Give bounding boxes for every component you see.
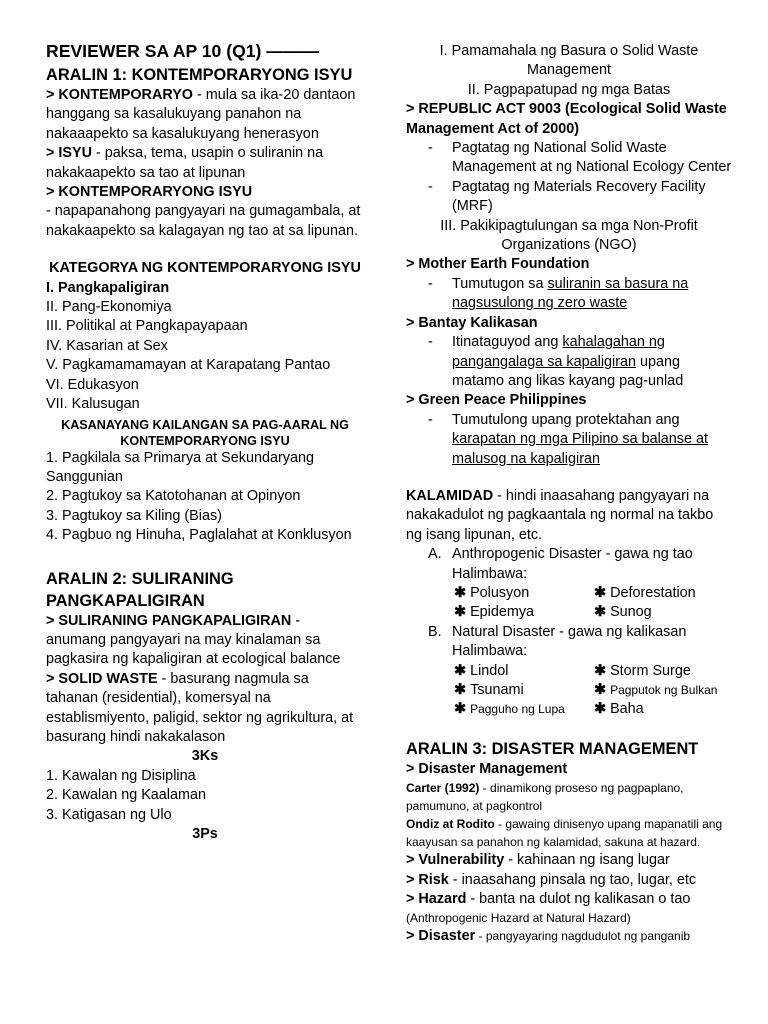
example-item: ✱ Baha — [594, 701, 644, 718]
ra-9003-list — [406, 139, 732, 217]
left-column — [46, 40, 364, 844]
asterisk-icon: ✱ — [594, 604, 607, 621]
example-item: ✱ Polusyon — [454, 584, 530, 601]
example-item: ✱ Deforestation — [594, 584, 696, 601]
document-title: REVIEWER SA AP 10 (Q1) ——— — [46, 41, 320, 61]
kategorya-item: VI. Edukasyon — [46, 376, 139, 393]
p-item-1: I. Pamamahala ng Basura o Solid Waste Management — [439, 43, 699, 79]
asterisk-icon: ✱ — [594, 701, 607, 718]
def-ondiz-rodito: Ondiz at Rodito - gawaing dinisenyo upang mapanatili ang kaayusan sa panahon ng kalamidad, sakuna at hazard. — [406, 817, 723, 850]
mother-earth-title: > Mother Earth Foundation — [406, 256, 590, 273]
asterisk-icon: ✱ — [594, 662, 607, 679]
def-solid-waste: > SOLID WASTE - basurang nagmula sa tahanan (residential), komersyal na establismiyento, paligid, sektor ng agrikultura, at basurang hindi nakakalason — [46, 670, 354, 745]
aralin-3-title: ARALIN 3: DISASTER MANAGEMENT — [406, 739, 699, 758]
kategorya-item: II. Pang-Ekonomiya — [46, 299, 172, 316]
aralin-2-title: ARALIN 2: SULIRANING PANGKAPALIGIRAN — [46, 569, 234, 610]
example-item: ✱ Pagguho ng Lupa — [454, 701, 565, 718]
kategorya-item: I. Pangkapaligiran — [46, 279, 170, 296]
ra-9003-item: - Pagtatag ng Materials Recovery Facility (MRF) — [426, 178, 732, 217]
kasanayan-title: KASANAYANG KAILANGAN SA PAG-AARAL NG KONTEMPORARYONG ISYU — [61, 417, 349, 448]
asterisk-icon: ✱ — [454, 604, 467, 621]
natural-examples — [406, 662, 732, 720]
kategorya-item: IV. Kasarian at Sex — [46, 337, 168, 354]
asterisk-icon: ✱ — [594, 682, 607, 698]
asterisk-icon: ✱ — [454, 584, 467, 601]
green-peace-list — [406, 411, 732, 469]
kasanayan-item: 3. Pagtukoy sa Kiling (Bias) — [46, 507, 222, 524]
def-kontemporaryong-isyu: > KONTEMPORARYONG ISYU — [46, 184, 253, 201]
anthropogenic-examples — [406, 584, 732, 623]
p-item-2: II. Pagpapatupad ng mga Batas — [467, 81, 671, 98]
kategorya-item: III. Politikal at Pangkapayapaan — [46, 318, 248, 335]
three-ks-item: 2. Kawalan ng Kaalaman — [46, 787, 207, 804]
green-peace-title: > Green Peace Philippines — [406, 392, 587, 409]
kasanayan-item: 1. Pagkilala sa Primarya at Sekundaryang Sanggunian — [46, 449, 314, 485]
mother-earth-list — [406, 275, 732, 314]
kasanayan-item: 2. Pagtukoy sa Katotohanan at Opinyon — [46, 488, 301, 505]
def-carter: Carter (1992) - dinamikong proseso ng pagpaplano, pamumuno, at pagkontrol — [406, 781, 684, 814]
example-item: ✱ Sunog — [594, 604, 652, 621]
green-peace-item: - Tumutulong upang protektahan ang karapatan ng mga Pilipino sa balanse at malusog na kapaligiran — [426, 411, 732, 469]
p-item-3: III. Pakikipagtulungan sa mga Non-Profit Organizations (NGO) — [440, 217, 698, 254]
disaster-management-title: > Disaster Management — [406, 760, 568, 777]
kategorya-item: V. Pagkamamamayan at Karapatang Pantao — [46, 357, 331, 374]
def-hazard: > Hazard - banta na dulot ng kalikasan o tao — [406, 891, 691, 908]
asterisk-icon: ✱ — [454, 682, 467, 698]
three-ks-item: 1. Kawalan ng Disiplina — [46, 767, 196, 784]
asterisk-icon: ✱ — [454, 701, 467, 718]
example-item: ✱ Pagputok ng Bulkan — [594, 682, 718, 698]
mother-earth-item: - Tumutugon sa suliranin sa basura na nagsusulong ng zero waste — [426, 275, 732, 314]
example-item: ✱ Epidemya — [454, 604, 535, 621]
asterisk-icon: ✱ — [454, 662, 467, 679]
disaster-type-b: B. Natural Disaster - gawa ng kalikasan Halimbawa: — [428, 623, 687, 660]
asterisk-icon: ✱ — [594, 584, 607, 601]
def-kontemporaryong-isyu-text: - napapanahong pangyayari na gumagambala, at nakakaapekto sa kalagayan ng tao at sa lipunan. — [46, 203, 361, 239]
example-item: ✱ Tsunami — [454, 682, 524, 698]
def-suliraning-pangkapaligiran: > SULIRANING PANGKAPALIGIRAN - anumang pangyayari na may kinalaman sa pagkasira ng kapaligiran at ecological balance — [46, 612, 341, 668]
hazard-note: (Anthropogenic Hazard at Natural Hazard) — [406, 911, 631, 926]
three-ps-title: 3Ps — [192, 826, 218, 842]
def-disaster: > Disaster - pangyayaring nagdudulot ng panganib — [406, 928, 691, 945]
def-risk: > Risk - inaasahang pinsala ng tao, lugar, etc — [406, 871, 697, 888]
kategorya-item: VII. Kalusugan — [46, 396, 140, 413]
bantay-kalikasan-title: > Bantay Kalikasan — [406, 314, 538, 331]
example-item: ✱ Lindol — [454, 662, 509, 679]
def-isyu: > ISYU - paksa, tema, usapin o suliranin na nakakaapekto sa tao at lipunan — [46, 145, 324, 181]
kasanayan-item: 4. Pagbuo ng Hinuha, Paglalahat at Konklusyon — [46, 527, 352, 544]
def-kontemporaryo: > KONTEMPORARYO - mula sa ika-20 dantaon hanggang sa kasalukuyang panahon na nakaaapekto sa kasalukuyang henerasyon — [46, 87, 356, 142]
right-column — [406, 42, 732, 947]
kategorya-title: KATEGORYA NG KONTEMPORARYONG ISYU — [49, 260, 361, 277]
three-ks-item: 3. Katigasan ng Ulo — [46, 806, 172, 823]
ra-9003-title: > REPUBLIC ACT 9003 (Ecological Solid Waste Management Act of 2000) — [406, 101, 727, 137]
ra-9003-item: - Pagtatag ng National Solid Waste Management at ng National Ecology Center — [426, 139, 732, 178]
example-item: ✱ Storm Surge — [594, 662, 691, 679]
disaster-type-a: A. Anthropogenic Disaster - gawa ng tao Halimbawa: — [428, 546, 693, 582]
three-ks-title: 3Ks — [191, 748, 219, 765]
bantay-kalikasan-list — [406, 333, 732, 391]
def-vulnerability: > Vulnerability - kahinaan ng isang lugar — [406, 852, 670, 869]
def-kalamidad: KALAMIDAD - hindi inaasahang pangyayari na nakakadulot ng pagkaantala ng normal na takbo ng isang lipunan, etc. — [406, 487, 714, 543]
aralin-1-title: ARALIN 1: KONTEMPORARYONG ISYU — [46, 66, 353, 84]
bantay-kalikasan-item: - Itinataguyod ang kahalagahan ng pangangalaga sa kapaligiran upang matamo ang likas kayang pag-unlad — [426, 333, 732, 391]
